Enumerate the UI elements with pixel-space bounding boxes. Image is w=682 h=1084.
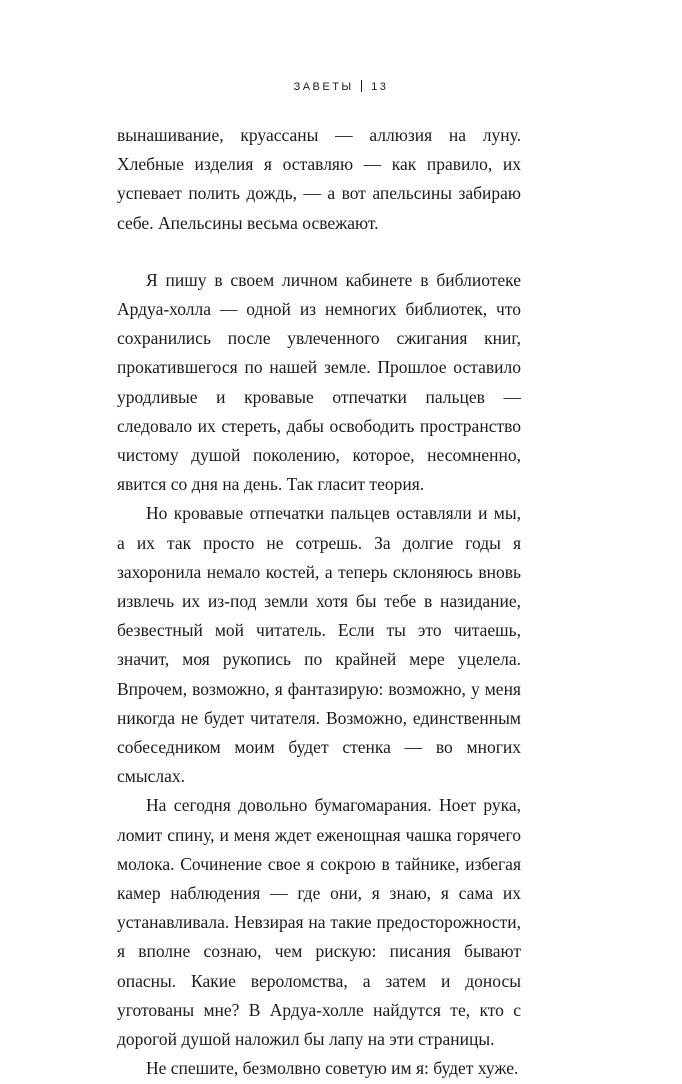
running-header-title: ЗАВЕТЫ (293, 81, 354, 93)
paragraph-continued: вынашивание, круассаны — аллюзия на луну. Хлебные изделия я оставляю — как правило, их успевает полить дождь, — а вот апельсины забираю себе. Апельсины весьма освежают. (117, 125, 521, 233)
paragraph: На сегодня довольно бумагомарания. Ноет рука, ломит спину, и меня ждет еженощная чашка горячего молока. Сочинение свое я сокрою в тайнике, избегая камер наблюдения — где они, я знаю, я сама их устанавливала. Невзирая на такие предосторожности, я вполне сознаю, чем рискую: писания бывают опасны. Какие вероломства, а затем и доносы уготованы мне? В Ардуа-холле найдутся те, кто с дорогой душой наложил бы лапу на эти страницы. (117, 795, 521, 1050)
header-separator (361, 80, 363, 92)
paragraph: Не спешите, безмолвно советую им я: будет хуже. (146, 1058, 519, 1079)
running-header (0, 80, 682, 93)
paragraph: Но кровавые отпечатки пальцев оставляли и мы, а их так просто не сотрешь. За долгие годы я захоронила немало костей, а теперь склоняюсь вновь извлечь их из-под земли хотя бы тебе в назидание, безвестный мой читатель. Если ты это читаешь, значит, моя рукопись по крайней мере уцелела. Впрочем, возможно, я фантазирую: возможно, у меня никогда не будет читателя. Возможно, единственным собеседником моим будет стенка — во многих смыслах. (117, 503, 521, 787)
body-text (117, 121, 521, 1084)
page-number: 13 (371, 81, 389, 93)
paragraph: Я пишу в своем личном кабинете в библиотеке Ардуа-холла — одной из немногих библиотек, что сохранились после увлеченного сжигания книг, прокатившегося по нашей земле. Прошлое оставило уродливые и кровавые отпечатки пальцев — следовало их стереть, дабы освободить пространство чистому душой поколению, которое, несомненно, явится со дня на день. Так гласит теория. (117, 269, 521, 495)
